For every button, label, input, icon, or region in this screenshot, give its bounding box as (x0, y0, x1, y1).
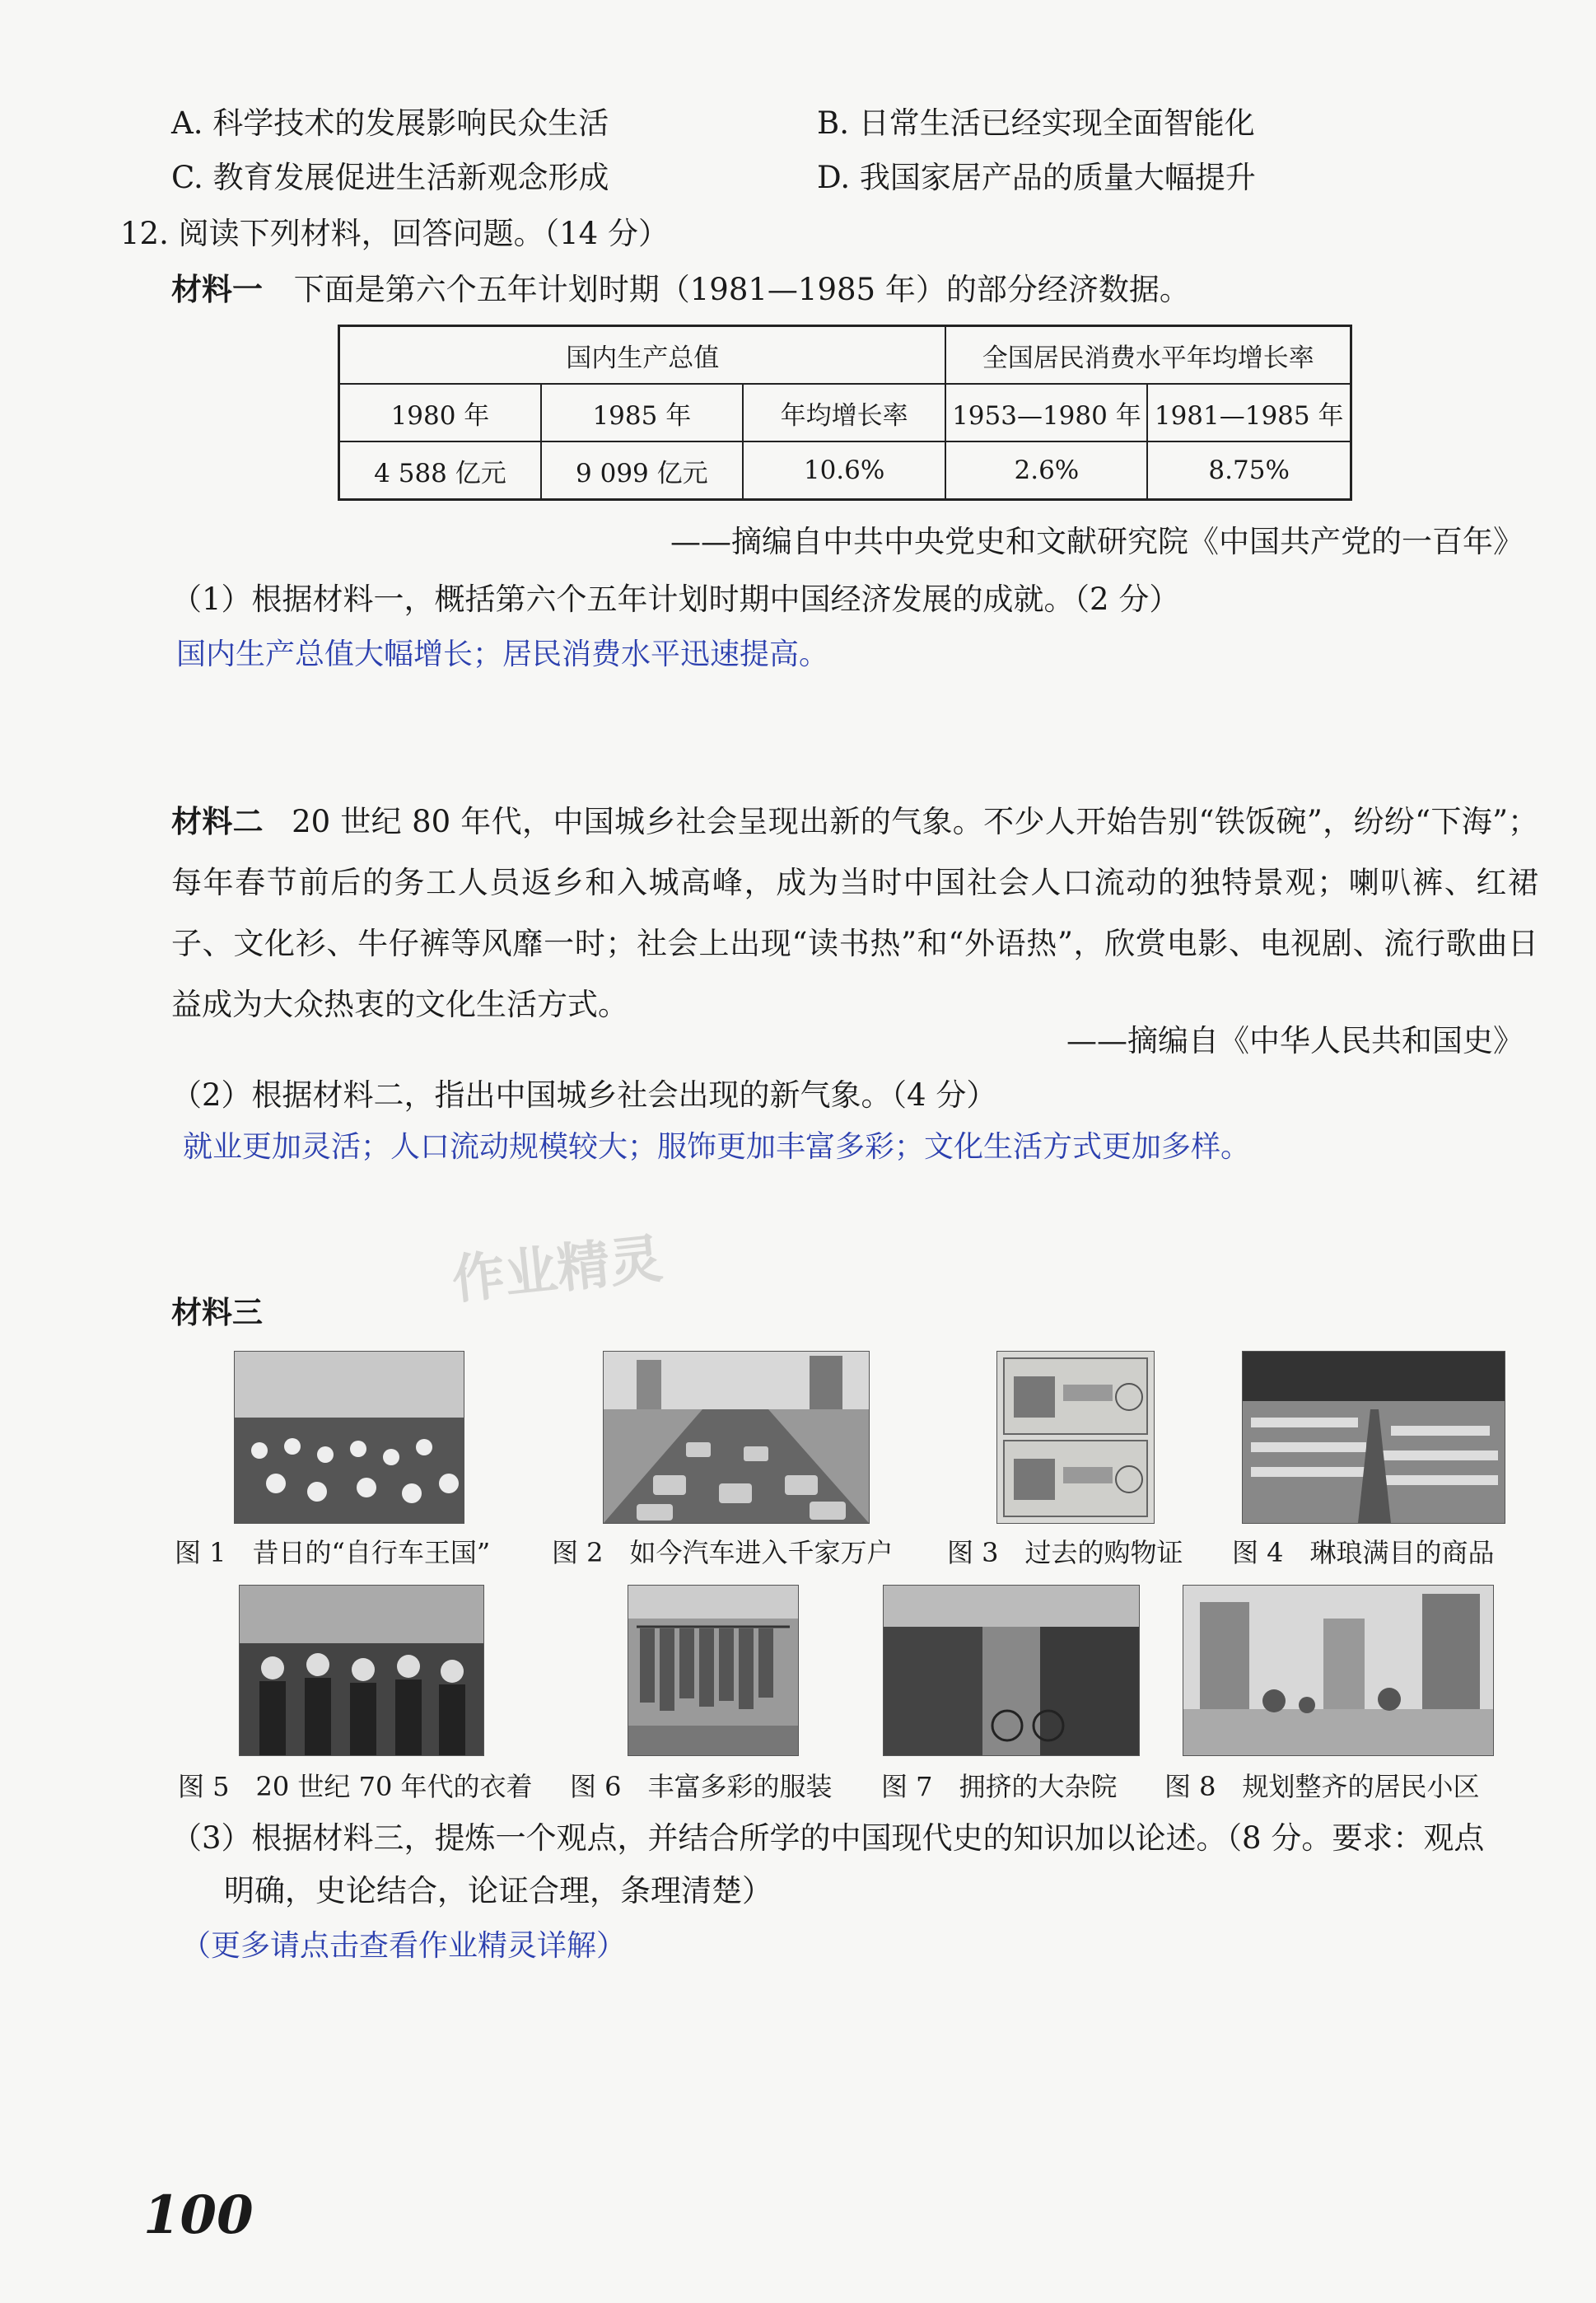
option-c: C. 教育发展促进生活新观念形成 (171, 160, 609, 195)
question-title: 12. 阅读下列材料，回答问题。（14 分） (120, 216, 669, 251)
caption-fig6: 图 6 丰富多彩的服装 (570, 1771, 833, 1802)
photo-courtyard (883, 1585, 1140, 1756)
photo-residential-image (1183, 1586, 1493, 1755)
table-header: 1953—1980 年 (945, 384, 1147, 441)
source-2: ——摘编自《中华人民共和国史》 (1066, 1023, 1524, 1058)
material2-label: 材料二 (171, 803, 264, 839)
caption-fig3: 图 3 过去的购物证 (947, 1537, 1183, 1568)
sub-question-3-line1: （3）根据材料三，提炼一个观点，并结合所学的中国现代史的知识加以论述。（8 分。要求：观点 (171, 1820, 1485, 1856)
sub-question-2: （2）根据材料二，指出中国城乡社会出现的新气象。（4 分） (171, 1077, 997, 1113)
sub-question-3-line2: 明确，史论结合，论证合理，条理清楚） (224, 1873, 772, 1908)
option-d: D. 我国家居产品的质量大幅提升 (817, 160, 1256, 195)
photo-cars (603, 1351, 870, 1524)
material1-text: 下面是第六个五年计划时期（1981—1985 年）的部分经济数据。 (293, 272, 1190, 307)
material1-label: 材料一 (171, 271, 263, 307)
option-a: A. 科学技术的发展影响民众生活 (171, 105, 609, 141)
caption-fig8: 图 8 规划整齐的居民小区 (1164, 1771, 1480, 1802)
photo-cars-image (604, 1352, 869, 1523)
material2-text: 20 世纪 80 年代，中国城乡社会呈现出新的气象。不少人开始告别“铁饭碗”，纷纷“下海”；每年春节前后的务工人员返乡和入城高峰，成为当时中国社会人口流动的独特景观；喇叭裤、红裙子、文化衫、牛仔裤等风靡一时；社会上出现“读书热”和“外语热”，欣赏电影、电视剧、流行歌曲日益成为大众热衷的文化生活方式。 (171, 804, 1538, 1022)
photo-goods (1242, 1351, 1505, 1524)
photo-courtyard-image (884, 1586, 1139, 1755)
photo-ration-coupons (996, 1351, 1155, 1524)
table-header: 1980 年 (339, 384, 541, 441)
answer-2: 就业更加灵活；人口流动规模较大；服饰更加丰富多彩；文化生活方式更加多样。 (183, 1130, 1251, 1164)
photo-clothing-70s (239, 1585, 484, 1756)
photo-ration-coupons-image (997, 1352, 1154, 1523)
page-number: 100 (143, 2184, 254, 2246)
caption-fig1: 图 1 昔日的“自行车王国” (175, 1537, 491, 1568)
economic-data-table (338, 325, 1352, 501)
answer-1: 国内生产总值大幅增长；居民消费水平迅速提高。 (176, 638, 829, 671)
sub-question-1: （1）根据材料一，概括第六个五年计划时期中国经济发展的成就。（2 分） (171, 582, 1180, 617)
source-1: ——摘编自中共中央党史和文献研究院《中国共产党的一百年》 (670, 524, 1524, 559)
more-details-link[interactable]: （更多请点击查看作业精灵详解） (181, 1929, 627, 1963)
material3-label: 材料三 (171, 1294, 263, 1330)
photo-goods-image (1243, 1352, 1505, 1523)
option-b: B. 日常生活已经实现全面智能化 (817, 105, 1255, 141)
table-cell: 10.6% (743, 441, 946, 500)
table-header: 1981—1985 年 (1147, 384, 1351, 441)
caption-fig5: 图 5 20 世纪 70 年代的衣着 (178, 1771, 533, 1802)
table-cell: 8.75% (1147, 441, 1351, 500)
photo-residential (1183, 1585, 1494, 1756)
table-cell: 2.6% (945, 441, 1147, 500)
table-cell: 4 588 亿元 (339, 441, 541, 500)
caption-fig2: 图 2 如今汽车进入千家万户 (552, 1537, 894, 1568)
watermark: 作业精灵 (449, 1228, 665, 1312)
table-header: 1985 年 (541, 384, 743, 441)
table-group-consumption: 全国居民消费水平年均增长率 (945, 326, 1351, 385)
table-group-gdp: 国内生产总值 (339, 326, 946, 385)
table-header: 年均增长率 (743, 384, 946, 441)
photo-clothing-70s-image (240, 1586, 483, 1755)
photo-clothes-store (628, 1585, 799, 1756)
material2-paragraph (171, 791, 1538, 1035)
caption-fig4: 图 4 琳琅满目的商品 (1232, 1537, 1495, 1568)
table-cell: 9 099 亿元 (541, 441, 743, 500)
caption-fig7: 图 7 拥挤的大杂院 (881, 1771, 1118, 1802)
photo-bicycles-image (235, 1352, 464, 1523)
photo-clothes-store-image (628, 1586, 798, 1755)
photo-bicycles (234, 1351, 464, 1524)
